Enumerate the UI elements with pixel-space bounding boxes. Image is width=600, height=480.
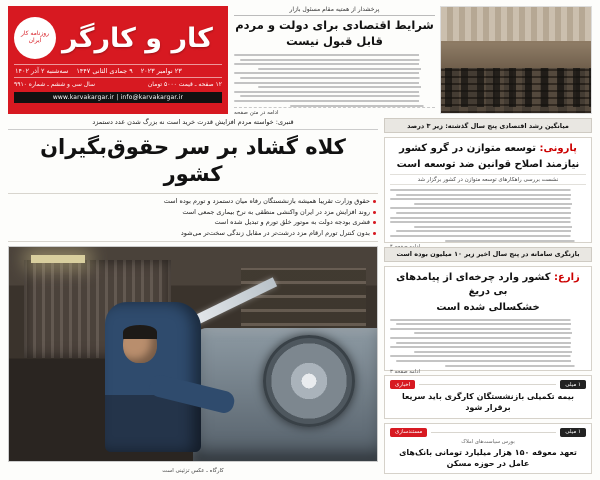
- masthead: [8, 6, 228, 114]
- issue-number: سال سی و ششم ـ شماره ۹۹۱۰: [14, 81, 95, 88]
- bullet-dot-icon: [373, 211, 376, 214]
- side-story-2-banner: بازنگری سامانه در پنج سال اخیر زیر ۱۰ میلیون بوده است: [384, 247, 592, 262]
- brief-1-pill: اخباری: [390, 380, 415, 389]
- side-story-1-sub: نشست بررسی راهکارهای توسعه متوازن در کشور برگزار شد: [390, 174, 586, 185]
- lead-story-headline: کلاه گشاد بر سر حقوق‌بگیران کشور: [40, 135, 346, 187]
- top-lead-block: [234, 6, 592, 114]
- lead-story-kicker: قنبری: خواسته مردم افزایش قدرت خرید است نه بزرگ شدن عدد دستمزد: [8, 118, 378, 130]
- side-story-2-continue-link[interactable]: ادامه صفحه ۳: [390, 368, 421, 375]
- side-story-2-headline: کشور وارد چرخه‌ای از پیامدهای بی دریغ: [396, 271, 551, 297]
- lead-bullet-2-text: روند افزایش مزد در ایران واکنشی منطقی به نرخ بیماری جمعی است: [182, 207, 370, 216]
- side-story-2-body-lines: [390, 319, 586, 367]
- bullet-dot-icon: [373, 221, 376, 224]
- brief-1-pill-row: [390, 380, 586, 389]
- lead-bullet-3-text: فشری بودجه دولت به موتور خلق تورم و تبدیل شده است: [214, 218, 370, 227]
- side-story-1-lead: [390, 142, 586, 156]
- date-gregorian: ۲۳ نوامبر ۲۰۲۳: [140, 67, 182, 75]
- masthead-dateline: [14, 64, 222, 78]
- brief-1-title: بیمه تکمیلی بازنشستگان کارگری باید سریعا برقرار شود: [402, 392, 574, 413]
- top-strip: [8, 6, 592, 114]
- brief-1-tag: ۱ میلی: [560, 380, 586, 389]
- bullet-dot-icon: [373, 232, 376, 235]
- side-story-2-lead-text: زارع:: [554, 271, 580, 283]
- side-story-1-headline2: نیازمند اصلاح قوانین ضد توسعه است: [396, 159, 580, 170]
- side-story-1-lead-text: پارونی:: [539, 143, 577, 154]
- brief-housing[interactable]: [384, 423, 592, 474]
- lead-bullet-4-text: بدون کنترل تورم ارقام مزد درشت‌تر در مقابل زندگی سخت‌تر می‌شود: [180, 229, 370, 238]
- date-solar: سه‌شنبه ۲ آذر ۱۴۰۲: [15, 67, 69, 75]
- brief-2-tag: ۱ میلی: [560, 428, 586, 437]
- side-story-zareh[interactable]: [384, 266, 592, 375]
- side-story-parvizi[interactable]: [384, 137, 592, 243]
- top-story-headline: شرایط اقتصادی برای دولت و مردم قابل قبول نیست: [235, 18, 434, 48]
- masthead-meta: [14, 81, 222, 88]
- top-story-text: [234, 6, 435, 114]
- lead-bullet-1: [10, 197, 376, 205]
- main-content: [8, 118, 592, 474]
- bullet-dot-icon: [373, 200, 376, 203]
- date-lunar: ۹ جمادی الثانی ۱۴۴۷: [76, 67, 133, 75]
- side-banner: میانگین رشد اقتصادی پنج سال گذشته: زیر ۳ درصد: [384, 118, 592, 133]
- lead-bullet-1-text: حقوق وزارت تقریبا همیشه بازنشستگان رفاه میان دستمزد و تورم بوده است: [163, 196, 370, 205]
- side-column: [384, 118, 592, 474]
- pages-price: ۱۲ صفحه ـ قیمت ۵۰۰۰ تومان: [147, 81, 222, 88]
- lead-photo-caption: کارگاه ـ عکس تزئینی است: [162, 468, 224, 474]
- lead-bullet-2: [10, 208, 376, 216]
- workshop-lathe-worker-photo: [8, 246, 378, 462]
- lead-bullet-3: [10, 218, 376, 226]
- brief-2-pill-row: [390, 428, 586, 437]
- masthead-website-bar[interactable]: www.karvakargar.ir | info@karvakargar.ir: [14, 92, 222, 103]
- newspaper-title: کار و کارگر: [62, 22, 213, 54]
- top-story-kicker: پرخشدار از همتیه مقام مسئول بازار: [234, 6, 435, 16]
- top-story-body-lines: [234, 54, 435, 107]
- newspaper-logo: روزنامه کار ایران: [14, 17, 56, 59]
- lead-story-bullets: [8, 193, 378, 242]
- side-story-1-body-lines: [390, 189, 586, 242]
- lead-bullet-4: [10, 229, 376, 237]
- side-story-2-lead: [390, 271, 586, 299]
- lead-column: [8, 118, 378, 474]
- side-story-1-headline: توسعه متوازن در گرو کشور: [399, 143, 537, 154]
- brief-2-title: تعهد معوقه ۱۵۰ هزار میلیارد تومانی بانک‌های عامل در حوزه مسکن: [399, 447, 577, 468]
- side-story-2-headline2: خشکسالی شده است: [436, 301, 540, 313]
- brief-2-pill: مستندسازی: [390, 428, 427, 437]
- top-story-continue-link[interactable]: ادامه در متن صفحه: [234, 107, 435, 116]
- brief-insurance[interactable]: [384, 375, 592, 418]
- parliament-session-photo: [440, 6, 592, 114]
- brief-2-kicker: بورس سیاست‌های املاک: [461, 438, 515, 445]
